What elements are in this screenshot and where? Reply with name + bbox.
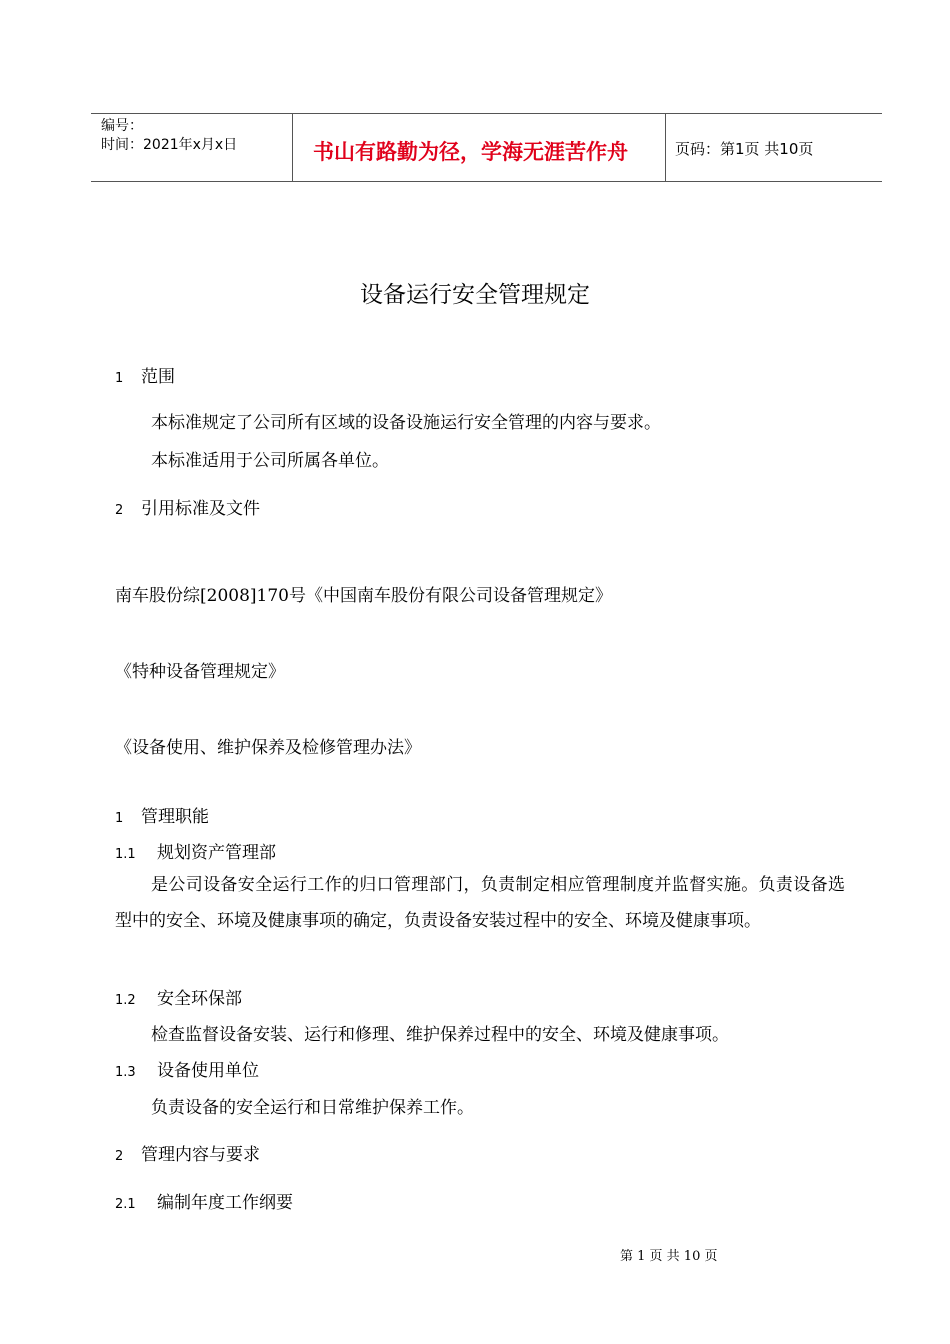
subsection-number: 1.1 xyxy=(115,847,136,862)
subsection-number: 1.2 xyxy=(115,993,136,1008)
document-title: 设备运行安全管理规定 xyxy=(360,282,590,308)
subsection-heading xyxy=(115,984,242,1009)
subsection-heading xyxy=(115,838,276,863)
header-bottom-rule xyxy=(91,181,882,182)
section-heading-functions xyxy=(115,802,209,827)
section-title: 管理内容与要求 xyxy=(141,1145,260,1165)
subsection-title: 安全环保部 xyxy=(157,989,242,1009)
subsection-heading xyxy=(115,1056,259,1081)
subsection-number: 1.3 xyxy=(115,1065,136,1080)
header-divider-left xyxy=(292,113,293,181)
section-title: 引用标准及文件 xyxy=(141,499,260,519)
header-divider-right xyxy=(665,113,666,181)
section-number: 1 xyxy=(115,371,124,386)
section-title: 范围 xyxy=(141,367,175,387)
subsection-title: 规划资产管理部 xyxy=(157,843,276,863)
page-footer: 第 1 页 共 10 页 xyxy=(620,1249,718,1264)
section-title: 管理职能 xyxy=(141,807,209,827)
section-number: 2 xyxy=(115,503,124,518)
reference-item: 《设备使用、维护保养及检修管理办法》 xyxy=(115,738,421,758)
subsection-title: 编制年度工作纲要 xyxy=(157,1193,293,1213)
paragraph: 本标准规定了公司所有区域的设备设施运行安全管理的内容与要求。 xyxy=(151,413,661,433)
subsection-title: 设备使用单位 xyxy=(157,1061,259,1081)
paragraph: 是公司设备安全运行工作的归口管理部门，负责制定相应管理制度并监督实施。负责设备选型中的安全、环境及健康事项的确定，负责设备安装过程中的安全、环境及健康事项。 xyxy=(115,875,845,931)
section-number: 2 xyxy=(115,1149,124,1164)
header-number-label: 编号： xyxy=(101,118,143,134)
header-top-rule xyxy=(91,113,882,114)
paragraph: 本标准适用于公司所属各单位。 xyxy=(151,451,389,471)
paragraph: 负责设备的安全运行和日常维护保养工作。 xyxy=(151,1098,474,1118)
section-heading-references xyxy=(115,494,260,519)
subsection-number: 2.1 xyxy=(115,1197,136,1212)
header-page-label: 页码：第1页 共10页 xyxy=(675,140,814,158)
section-number: 1 xyxy=(115,811,124,826)
reference-item: 《特种设备管理规定》 xyxy=(115,662,285,682)
reference-item: 南车股份综[2008]170号《中国南车股份有限公司设备管理规定》 xyxy=(115,586,612,606)
subsection-heading xyxy=(115,1188,293,1213)
header-motto: 书山有路勤为径，学海无涯苦作舟 xyxy=(313,140,628,164)
paragraph: 检查监督设备安装、运行和修理、维护保养过程中的安全、环境及健康事项。 xyxy=(151,1025,729,1045)
section-heading-scope xyxy=(115,362,175,387)
section-heading-content xyxy=(115,1140,260,1165)
header-time-label: 时间：2021年x月x日 xyxy=(101,137,238,153)
